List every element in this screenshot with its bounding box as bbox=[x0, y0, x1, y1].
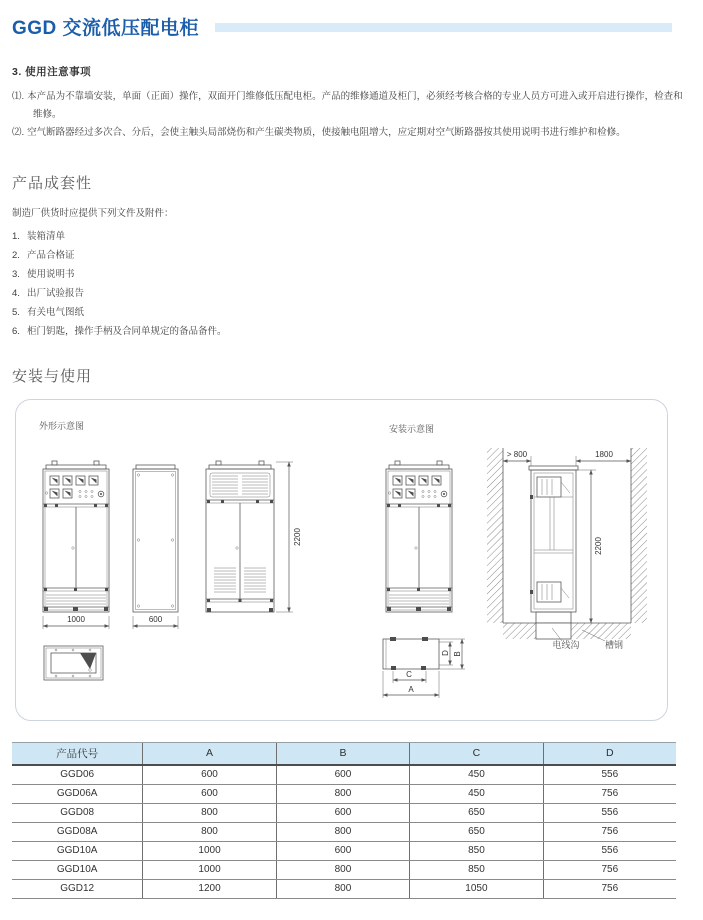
dim-b: 800 bbox=[276, 879, 409, 898]
col-header-c: C bbox=[410, 742, 543, 765]
table-row bbox=[12, 879, 676, 898]
completeness-heading: 产品成套性 bbox=[12, 174, 93, 192]
dim-b: 600 bbox=[276, 765, 409, 784]
rear-view bbox=[206, 461, 274, 612]
item-text: 产品合格证 bbox=[27, 249, 75, 261]
dim-d: 556 bbox=[543, 841, 676, 860]
item-text: 出厂试验报告 bbox=[27, 287, 85, 299]
dim-c: 450 bbox=[410, 784, 543, 803]
completeness-section bbox=[12, 172, 703, 341]
dim-b: 600 bbox=[276, 841, 409, 860]
installation-section bbox=[12, 365, 703, 721]
dim-c: 650 bbox=[410, 803, 543, 822]
note-number: ⑴. bbox=[12, 91, 25, 102]
dim-cabinet-height bbox=[276, 462, 302, 612]
item-number: 2. bbox=[12, 249, 20, 261]
dim-c: 1050 bbox=[410, 879, 543, 898]
dim-d: 756 bbox=[543, 879, 676, 898]
dim-c: 850 bbox=[410, 860, 543, 879]
install-front-view bbox=[386, 461, 452, 612]
dim-d: 556 bbox=[543, 803, 676, 822]
page-title: GGD 交流低压配电柜 bbox=[12, 17, 200, 39]
dim-rear-clearance bbox=[576, 450, 631, 466]
col-header-d: D bbox=[543, 742, 676, 765]
size-table bbox=[12, 742, 676, 899]
table-row bbox=[12, 860, 676, 879]
note-text: 本产品为不靠墙安装，单面（正面）操作，双面开门维修低压配电柜。产品的维修通道及柜门，必须经考核合格的专业人员方可进入或开启进行操作，检查和维修。 bbox=[27, 91, 683, 120]
list-item bbox=[12, 227, 703, 246]
list-item bbox=[12, 265, 703, 284]
item-number: 4. bbox=[12, 287, 20, 299]
product-code: GGD08A bbox=[12, 822, 143, 841]
item-number: 3. bbox=[12, 268, 20, 280]
svg-text:> 800: > 800 bbox=[506, 449, 528, 459]
dim-b: 800 bbox=[276, 822, 409, 841]
svg-text:2200: 2200 bbox=[293, 527, 302, 546]
item-text: 柜门钥匙，操作手柄及合同单规定的备品备件。 bbox=[27, 325, 227, 337]
item-text: 使用说明书 bbox=[27, 268, 75, 280]
cabinet-diagrams bbox=[16, 400, 669, 720]
dim-a: 800 bbox=[143, 822, 276, 841]
page-header bbox=[12, 12, 703, 40]
item-number: 1. bbox=[12, 230, 20, 242]
product-code: GGD10A bbox=[12, 860, 143, 879]
table-row bbox=[12, 841, 676, 860]
title-accent-bar bbox=[215, 23, 672, 32]
side-view bbox=[133, 465, 178, 612]
note-text: 空气断路器经过多次合、分后，会使主触头局部烧伤和产生碳类物质，使接触电阻增大，应定期对空气断路器按其使用说明书进行维护和检修。 bbox=[27, 127, 626, 138]
diagram-panel bbox=[15, 399, 668, 721]
table-row bbox=[12, 822, 676, 841]
item-text: 有关电气图纸 bbox=[27, 306, 85, 318]
dim-d-label: D bbox=[441, 649, 450, 656]
list-item bbox=[12, 246, 703, 265]
item-number: 5. bbox=[12, 306, 20, 318]
dim-b-label: B bbox=[453, 650, 462, 657]
installation-heading: 安装与使用 bbox=[12, 367, 93, 385]
item-text: 装箱清单 bbox=[27, 230, 66, 242]
dim-side-depth bbox=[133, 615, 178, 629]
product-code: GGD06A bbox=[12, 784, 143, 803]
dim-a-label: A bbox=[408, 684, 414, 694]
col-header-a: A bbox=[143, 742, 276, 765]
cable-trench-label: 电线沟 bbox=[552, 639, 580, 650]
dim-a: 1200 bbox=[143, 879, 276, 898]
table-row bbox=[12, 803, 676, 822]
completeness-intro: 制造厂供货时应提供下列文件及附件： bbox=[12, 207, 174, 219]
dim-c-label: C bbox=[406, 669, 412, 679]
channel-steel-label: 槽钢 bbox=[604, 639, 624, 650]
usage-notes-section bbox=[12, 64, 703, 142]
svg-text:1000: 1000 bbox=[67, 614, 85, 624]
dim-b: 600 bbox=[276, 803, 409, 822]
dim-c: 650 bbox=[410, 822, 543, 841]
dim-d: 756 bbox=[543, 860, 676, 879]
item-number: 6. bbox=[12, 325, 20, 337]
list-item bbox=[12, 322, 703, 341]
install-side-view bbox=[529, 466, 578, 639]
outline-diagram-label: 外形示意图 bbox=[39, 420, 85, 431]
usage-note-1 bbox=[12, 88, 691, 123]
dim-front-width bbox=[43, 615, 109, 629]
dim-c: 450 bbox=[410, 765, 543, 784]
dim-a: 800 bbox=[143, 803, 276, 822]
install-diagram-label: 安装示意图 bbox=[389, 423, 435, 434]
dim-d: 756 bbox=[543, 822, 676, 841]
col-header-product-code: 产品代号 bbox=[12, 742, 143, 765]
product-code: GGD10A bbox=[12, 841, 143, 860]
dim-a: 600 bbox=[143, 765, 276, 784]
col-header-b: B bbox=[276, 742, 409, 765]
front-view bbox=[43, 461, 109, 612]
table-row bbox=[12, 784, 676, 803]
dim-d: 556 bbox=[543, 765, 676, 784]
product-code: GGD06 bbox=[12, 765, 143, 784]
product-code: GGD12 bbox=[12, 879, 143, 898]
product-code: GGD08 bbox=[12, 803, 143, 822]
base-plate-view bbox=[44, 646, 103, 680]
plan-view bbox=[383, 637, 465, 698]
note-number: ⑵. bbox=[12, 127, 25, 138]
table-row bbox=[12, 765, 676, 784]
usage-note-2 bbox=[12, 124, 691, 142]
list-item bbox=[12, 303, 703, 322]
dim-c: 850 bbox=[410, 841, 543, 860]
dim-a: 1000 bbox=[143, 860, 276, 879]
top-vent-slats bbox=[212, 476, 268, 494]
svg-text:2200: 2200 bbox=[594, 536, 603, 555]
dim-install-height bbox=[576, 470, 603, 623]
dim-front-clearance bbox=[503, 450, 531, 466]
wall-section bbox=[487, 448, 647, 639]
list-item bbox=[12, 284, 703, 303]
dim-b: 800 bbox=[276, 784, 409, 803]
dim-b: 800 bbox=[276, 860, 409, 879]
svg-text:600: 600 bbox=[148, 614, 163, 624]
dim-d: 756 bbox=[543, 784, 676, 803]
usage-notes-heading: 3. 使用注意事项 bbox=[12, 66, 92, 78]
cable-trench bbox=[536, 623, 571, 639]
dim-a: 600 bbox=[143, 784, 276, 803]
dim-a: 1000 bbox=[143, 841, 276, 860]
table-header-row bbox=[12, 742, 676, 765]
svg-text:1800: 1800 bbox=[595, 449, 613, 459]
